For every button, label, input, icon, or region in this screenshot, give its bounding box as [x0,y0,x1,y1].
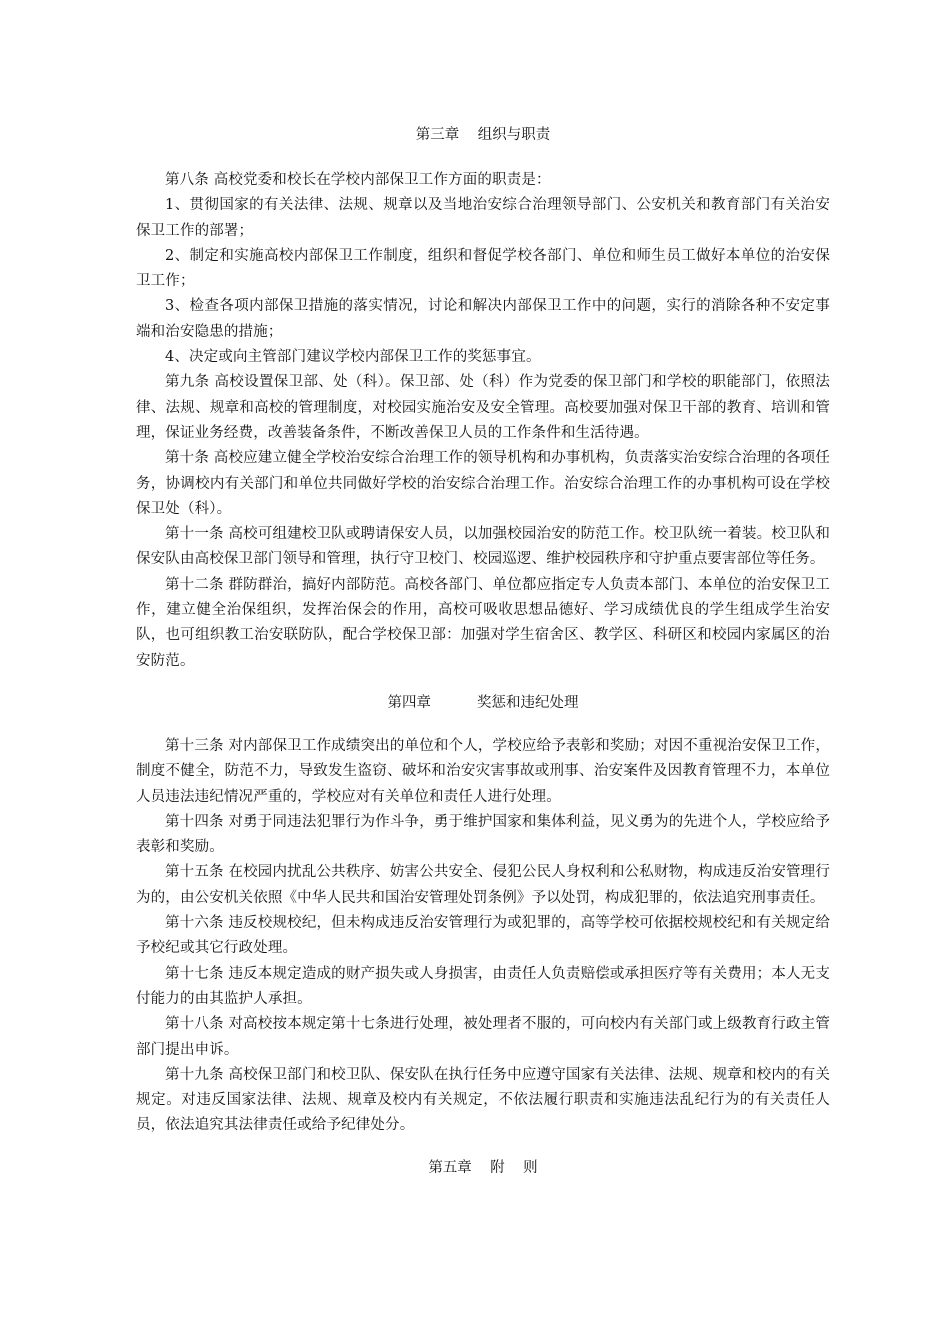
article-8: 第八条 高校党委和校长在学校内部保卫工作方面的职责是： [165,172,551,188]
article-10: 第十条 高校应建立健全学校治安综合治理工作的领导机构和办事机构，负责落实治安综合治理的各项任务，协调校内有关部门和单位共同做好学校的治安综合治理工作。治安综合治理工作的办事机构可设在学校保卫处（科）。 [136,450,830,517]
article-13: 第十三条 对内部保卫工作成绩突出的单位和个人，学校应给予表彰和奖励；对因不重视治安保卫工作，制度不健全，防范不力，导致发生盗窃、破坏和治安灾害事故或刑事、治安案件及因教育管理不力，本单位人员违法违纪情况严重的，学校应对有关单位和责任人进行处理。 [136,737,830,805]
article-8-item-4: 4、决定或向主管部门建议学校内部保卫工作的奖惩事宜。 [165,349,541,366]
document-body [136,122,830,1181]
article-15: 第十五条 在校园内扰乱公共秩序、妨害公共安全、侵犯公民人身权利和公私财物，构成违反治安管理行为的，由公安机关依照《中华人民共和国治安管理处罚条例》予以处罚，构成犯罪的，依法追究刑事责任。 [136,864,830,906]
chapter-4-heading: 第四章 奖惩和违纪处理 [387,694,579,711]
article-18: 第十八条 对高校按本规定第十七条进行处理，被处理者不服的，可向校内有关部门或上级教育行政主管部门提出申诉。 [136,1016,830,1058]
article-8-item-3: 3、检查各项内部保卫措施的落实情况，讨论和解决内部保卫工作中的问题，实行的消除各种不安定事端和治安隐患的措施； [136,298,830,340]
article-11: 第十一条 高校可组建校卫队或聘请保安人员，以加强校园治安的防范工作。校卫队统一着装。校卫队和保安队由高校保卫部门领导和管理，执行守卫校门、校园巡逻、维护校园秩序和守护重点要害部位等任务。 [136,526,830,568]
chapter-3-section [136,168,830,674]
article-8-item-1: 1、贯彻国家的有关法律、法规、规章以及当地治安综合治理领导部门、公安机关和教育部门有关治安保卫工作的部署； [136,197,830,239]
article-16: 第十六条 违反校规校纪，但未构成违反治安管理行为或犯罪的，高等学校可依据校规校纪和有关规定给予校纪或其它行政处理。 [136,915,830,957]
article-9: 第九条 高校设置保卫部、处（科）。保卫部、处（科）作为党委的保卫部门和学校的职能部门，依照法律、法规、规章和高校的管理制度，对校园实施治安及安全管理。高校要加强对保卫干部的教育、培训和管理，保证业务经费，改善装备条件，不断改善保卫人员的工作条件和生活待遇。 [136,374,830,441]
article-8-item-2: 2、制定和实施高校内部保卫工作制度，组织和督促学校各部门、单位和师生员工做好本单位的治安保卫工作； [136,247,830,290]
article-12: 第十二条 群防群治，搞好内部防范。高校各部门、单位都应指定专人负责本部门、本单位的治安保卫工作，建立健全治保组织，发挥治保会的作用，高校可吸收思想品德好、学习成绩优良的学生组成学生治安队，也可组织教工治安联防队，配合学校保卫部：加强对学生宿舍区、教学区、科研区和校园内家属区的治安防范。 [136,576,830,669]
chapter-5-heading: 第五章 附 则 [428,1159,538,1176]
article-17: 第十七条 违反本规定造成的财产损失或人身损害，由责任人负责赔偿或承担医疗等有关费用；本人无支付能力的由其监护人承担。 [136,965,830,1007]
chapter-4-section [136,734,830,1139]
article-19: 第十九条 高校保卫部门和校卫队、保安队在执行任务中应遵守国家有关法律、法规、规章和校内的有关规定。对违反国家法律、法规、规章及校内有关规定，不依法履行职责和实施违法乱纪行为的有关责任人员，依法追究其法律责任或给予纪律处分。 [136,1066,830,1134]
article-14: 第十四条 对勇于同违法犯罪行为作斗争，勇于维护国家和集体利益，见义勇为的先进个人，学校应给予表彰和奖励。 [136,813,830,856]
chapter-3-heading: 第三章 组织与职责 [415,127,551,143]
